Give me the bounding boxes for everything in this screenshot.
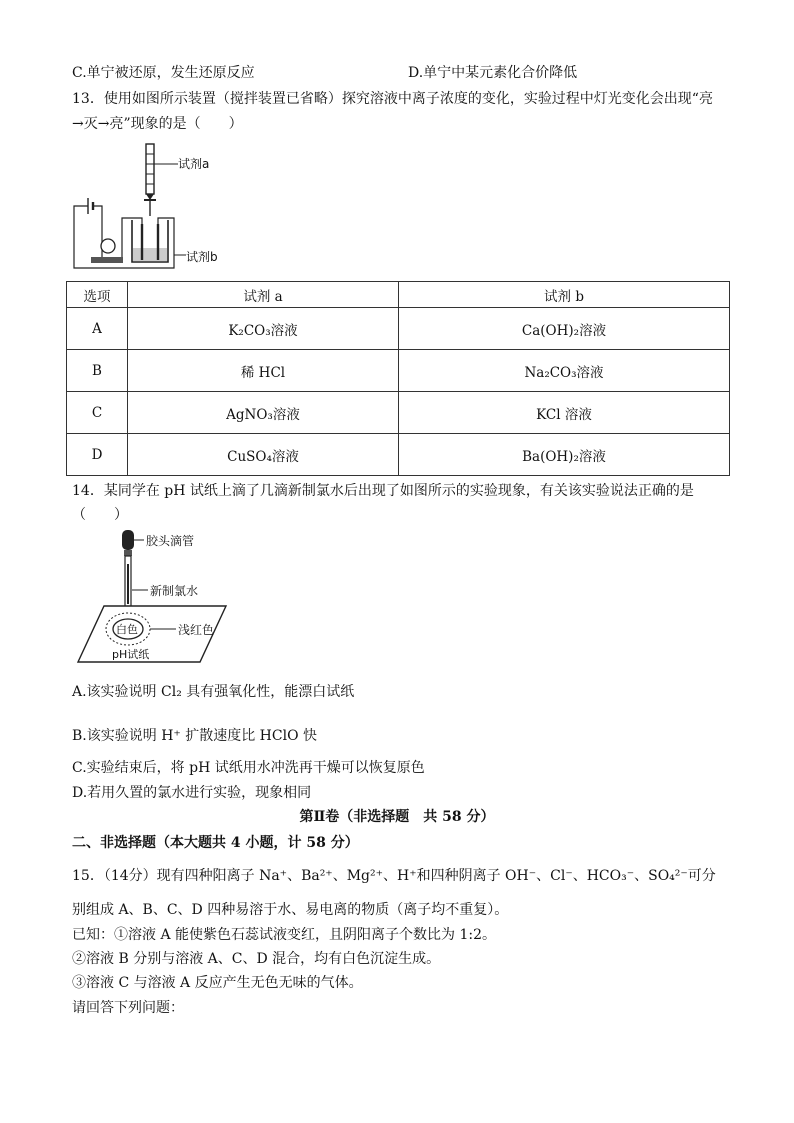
q13-apparatus-figure bbox=[66, 140, 246, 272]
cell-option: C bbox=[67, 392, 128, 434]
cell-reagent-b: Na₂CO₃溶液 bbox=[399, 350, 730, 392]
cell-reagent-a: AgNO₃溶液 bbox=[128, 392, 399, 434]
cell-reagent-b: Ca(OH)₂溶液 bbox=[399, 308, 730, 350]
q15-line1: 15．（14分）现有四种阳离子 Na⁺、Ba²⁺、Mg²⁺、H⁺和四种阴离子 OH⁻、Cl⁻、HCO₃⁻、SO₄²⁻可分 bbox=[72, 868, 716, 884]
figure-label-white: 白色 bbox=[116, 623, 138, 636]
table-row bbox=[67, 434, 730, 476]
section-heading: 二、非选择题（本大题共 4 小题，计 58 分） bbox=[72, 835, 359, 851]
q15-line5: ③溶液 C 与溶液 A 反应产生无色无味的气体。 bbox=[72, 975, 363, 991]
q12-option-c: C.单宁被还原，发生还原反应 bbox=[72, 65, 255, 81]
q15-line3: 已知：①溶液 A 能使紫色石蕊试液变红，且阴阳离子个数比为 1:2。 bbox=[72, 927, 496, 943]
figure-label-dropper: 胶头滴管 bbox=[146, 534, 195, 548]
cell-reagent-a: CuSO₄溶液 bbox=[128, 434, 399, 476]
cell-reagent-b: KCl 溶液 bbox=[399, 392, 730, 434]
table-row bbox=[67, 392, 730, 434]
cell-reagent-a: K₂CO₃溶液 bbox=[128, 308, 399, 350]
q13-stem-line2: →灭→亮”现象的是（ ） bbox=[72, 116, 243, 132]
figure-label-light-red: 浅红色 bbox=[178, 623, 215, 637]
cell-option: A bbox=[67, 308, 128, 350]
header-reagent-b: 试剂 b bbox=[399, 282, 730, 308]
q13-options-table bbox=[66, 281, 730, 476]
cell-reagent-b: Ba(OH)₂溶液 bbox=[399, 434, 730, 476]
figure-label-reagent-b: 试剂b bbox=[186, 250, 218, 264]
figure-label-ph-paper: pH试纸 bbox=[112, 648, 150, 661]
q14-option-a: A.该实验说明 Cl₂ 具有强氧化性，能漂白试纸 bbox=[72, 684, 355, 700]
figure-label-chlorine-water: 新制氯水 bbox=[150, 584, 199, 598]
q13-stem-line1: 13．使用如图所示装置（搅拌装置已省略）探究溶液中离子浓度的变化，实验过程中灯光变化会出现“亮 bbox=[72, 91, 713, 107]
q15-line2: 别组成 A、B、C、D 四种易溶于水、易电离的物质（离子均不重复）。 bbox=[72, 902, 509, 918]
table-row bbox=[67, 350, 730, 392]
part2-title: 第Ⅱ卷（非选择题 共 58 分） bbox=[299, 809, 495, 825]
q14-option-d: D.若用久置的氯水进行实验，现象相同 bbox=[72, 785, 312, 801]
dropper-icon bbox=[122, 530, 134, 550]
header-reagent-a: 试剂 a bbox=[128, 282, 399, 308]
cell-option: D bbox=[67, 434, 128, 476]
q14-stem-line2: （ ） bbox=[72, 507, 128, 523]
q15-line4: ②溶液 B 分别与溶液 A、C、D 混合，均有白色沉淀生成。 bbox=[72, 951, 441, 967]
figure-label-reagent-a: 试剂a bbox=[178, 157, 210, 171]
q14-stem-line1: 14．某同学在 pH 试纸上滴了几滴新制氯水后出现了如图所示的实验现象，有关该实验说法正确的是 bbox=[72, 483, 694, 499]
cell-reagent-a: 稀 HCl bbox=[128, 350, 399, 392]
q14-option-c: C.实验结束后，将 pH 试纸用水冲洗再干燥可以恢复原色 bbox=[72, 760, 425, 776]
bulb-icon bbox=[101, 239, 115, 253]
table-header-row bbox=[67, 282, 730, 308]
q12-option-d: D.单宁中某元素化合价降低 bbox=[408, 65, 578, 81]
q15-line6: 请回答下列问题： bbox=[72, 1000, 184, 1016]
q14-option-b: B.该实验说明 H⁺ 扩散速度比 HClO 快 bbox=[72, 728, 318, 744]
cell-option: B bbox=[67, 350, 128, 392]
header-option: 选项 bbox=[67, 282, 128, 308]
table-row bbox=[67, 308, 730, 350]
